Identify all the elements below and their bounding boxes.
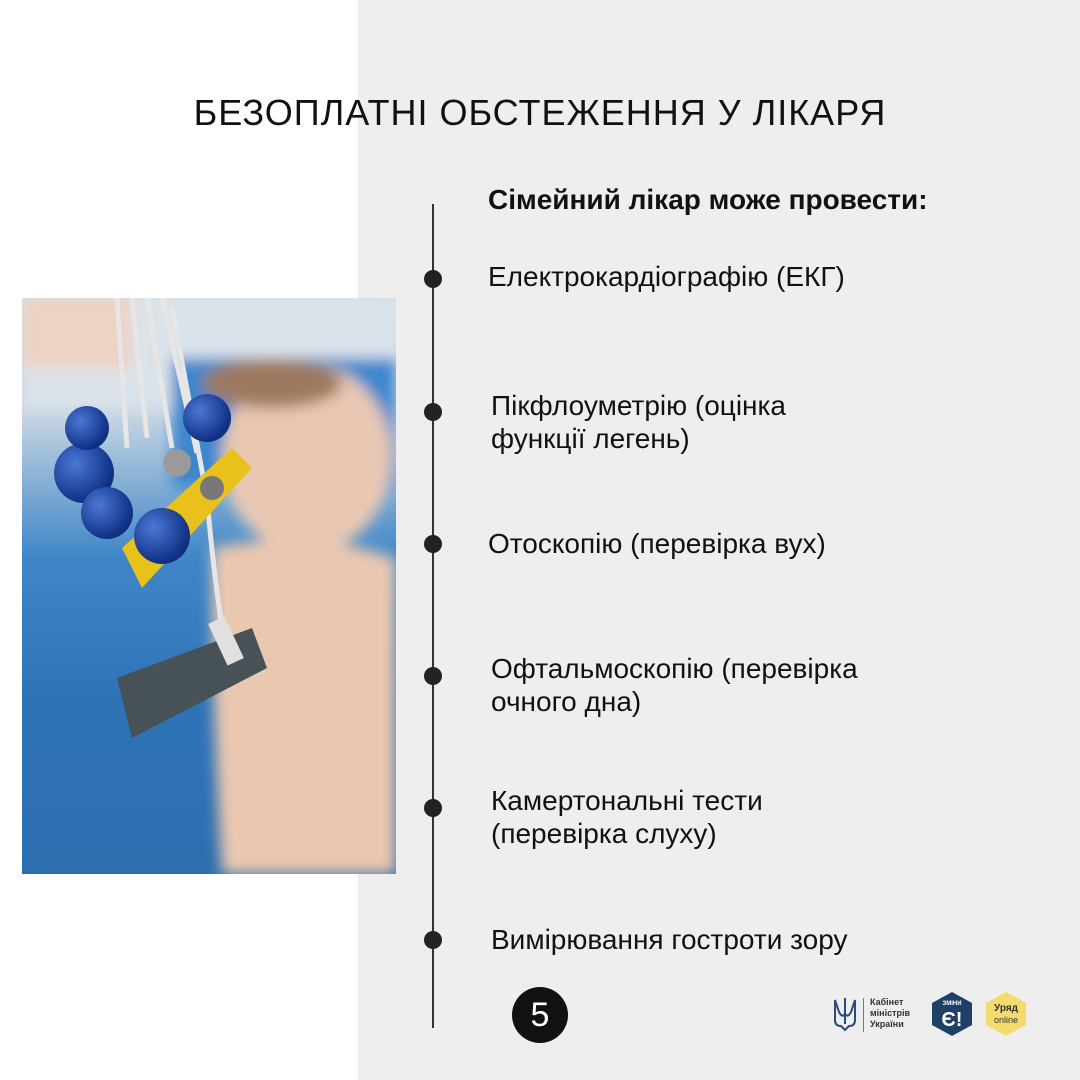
- item-line: (перевірка слуху): [491, 818, 717, 849]
- zminy-logo: [928, 990, 976, 1043]
- zminy-top-text: ЗМІНИ: [942, 1001, 962, 1007]
- item-line: функції легень): [491, 423, 690, 454]
- cabinet-ministers-logo-text: [870, 997, 930, 1030]
- kmu-line: міністрів: [870, 1008, 911, 1018]
- page-title: БЕЗОПЛАТНІ ОБСТЕЖЕННЯ У ЛІКАРЯ: [193, 92, 887, 133]
- item-line: Камертональні тести: [491, 785, 763, 816]
- ecg-child-photo: [22, 298, 396, 874]
- timeline-line: [432, 204, 434, 1028]
- uryad-online-logo: [982, 990, 1030, 1043]
- item-line: Офтальмоскопію (перевірка: [491, 653, 858, 684]
- item-line: Пікфлоуметрію (оцінка: [491, 390, 786, 421]
- timeline-dot: [424, 270, 442, 288]
- timeline-dot: [424, 403, 442, 421]
- kmu-line: Кабінет: [870, 997, 904, 1007]
- timeline-dot: [424, 931, 442, 949]
- uryad-bottom-text: online: [993, 1015, 1019, 1025]
- item-line: Отоскопію (перевірка вух): [488, 528, 826, 559]
- uryad-top-text: Уряд: [994, 1003, 1018, 1014]
- item-line: Електрокардіографію (ЕКГ): [488, 261, 845, 292]
- timeline-dot: [424, 667, 442, 685]
- timeline-dot: [424, 535, 442, 553]
- trident-icon: [832, 996, 858, 1037]
- timeline-dot: [424, 799, 442, 817]
- section-heading: Сімейний лікар може провести:: [488, 184, 928, 215]
- footer-logos: [832, 988, 1032, 1040]
- page-number: 5: [512, 987, 568, 1043]
- zminy-letter: Є!: [941, 1009, 963, 1031]
- kmu-line: України: [870, 1019, 904, 1029]
- item-line: Вимірювання гостроти зору: [491, 924, 848, 955]
- item-line: очного дна): [491, 686, 642, 717]
- logo-divider: [863, 998, 864, 1032]
